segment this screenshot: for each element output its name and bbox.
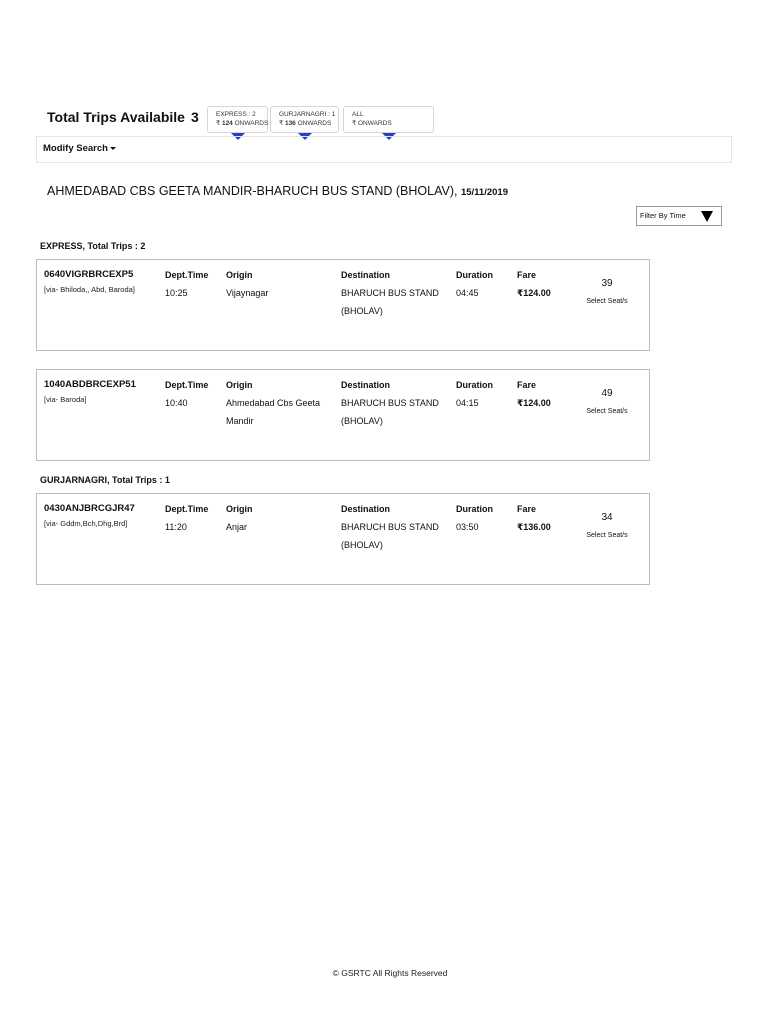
- available-seats: 49: [601, 388, 613, 399]
- group-title-express: EXPRESS, Total Trips : 2: [40, 241, 146, 251]
- dept-time-value: 10:25: [165, 288, 188, 298]
- tab-price-line: [216, 119, 267, 129]
- fare-header: Fare: [517, 380, 537, 390]
- group-title-gurjarnagri: GURJARNAGRI, Total Trips : 1: [40, 475, 170, 485]
- fare-col: [517, 268, 551, 302]
- trip-code-col: [44, 502, 164, 530]
- duration-col: [456, 378, 493, 412]
- trip-card: [36, 493, 650, 585]
- destination-col: [341, 378, 449, 430]
- destination-col: [341, 502, 449, 554]
- footer-copyright: © GSRTC All Rights Reserved: [332, 968, 448, 978]
- trip-card: [36, 369, 650, 461]
- dept-time-col: [165, 378, 208, 412]
- tab-price: 136: [284, 120, 296, 127]
- rupee-icon: ₹: [216, 120, 221, 127]
- select-seat-button[interactable]: [582, 512, 632, 539]
- tab-suffix: ONWARDS: [357, 120, 392, 127]
- tab-all[interactable]: [343, 106, 434, 133]
- tab-suffix: ONWARDS: [234, 120, 269, 127]
- tab-express[interactable]: [207, 106, 268, 133]
- select-seat-label: Select Seat/s: [586, 408, 628, 415]
- origin-value: Anjar: [226, 522, 248, 532]
- available-seats: 34: [601, 512, 613, 523]
- tab-gurjarnagri[interactable]: [270, 106, 339, 133]
- dept-time-header: Dept.Time: [165, 504, 209, 514]
- tab-label: GURJARNAGRI : 1: [279, 111, 336, 118]
- dept-time-value: 10:40: [165, 398, 188, 408]
- origin-header: Origin: [226, 380, 253, 390]
- trip-code: 0640VIGRBRCEXP5: [44, 269, 134, 280]
- tab-price-line: [352, 119, 433, 129]
- total-trips-label: Total Trips Availabile: [47, 109, 185, 125]
- select-seat-button[interactable]: [582, 278, 632, 305]
- tab-price: 124: [221, 120, 233, 127]
- fare-col: [517, 378, 551, 412]
- route-title: [47, 184, 508, 198]
- dept-time-col: [165, 268, 208, 302]
- trip-code-col: [44, 378, 164, 406]
- select-seat-label: Select Seat/s: [586, 298, 628, 305]
- duration-value: 04:45: [456, 288, 479, 298]
- fare-header: Fare: [517, 270, 537, 280]
- origin-col: [226, 502, 334, 536]
- duration-value: 04:15: [456, 398, 479, 408]
- route-date: 15/11/2019: [460, 187, 508, 198]
- destination-col: [341, 268, 449, 320]
- origin-value: Ahmedabad Cbs Geeta Mandir: [226, 398, 321, 426]
- filter-label: Filter By Time: [640, 211, 686, 220]
- duration-header: Duration: [456, 380, 493, 390]
- total-trips-title: [47, 109, 199, 125]
- modify-search-bar: [36, 136, 732, 163]
- origin-header: Origin: [226, 270, 253, 280]
- duration-col: [456, 502, 493, 536]
- trip-code: 1040ABDBRCEXP51: [44, 379, 136, 390]
- dropdown-arrow-icon: [701, 211, 713, 222]
- header-row: [47, 106, 732, 134]
- dept-time-header: Dept.Time: [165, 270, 209, 280]
- total-trips-count: 3: [190, 109, 199, 125]
- trip-code: 0430ANJBRCGJR47: [44, 503, 135, 514]
- trip-code-col: [44, 268, 164, 296]
- modify-search-label: Modify Search: [43, 143, 108, 154]
- rupee-icon: ₹: [279, 120, 284, 127]
- tab-label: ALL: [352, 111, 364, 118]
- filter-by-time-select[interactable]: [636, 206, 722, 226]
- origin-col: [226, 268, 334, 302]
- trip-via: [via- Gddm,Bch,Dhg,Brd]: [44, 519, 128, 528]
- destination-value: BHARUCH BUS STAND (BHOLAV): [341, 522, 439, 550]
- trip-via: [via- Bhiloda,, Abd, Baroda]: [44, 285, 135, 294]
- route-name: AHMEDABAD CBS GEETA MANDIR-BHARUCH BUS STAND (BHOLAV),: [47, 184, 458, 198]
- fare-col: [517, 502, 551, 536]
- select-seat-button[interactable]: [582, 388, 632, 415]
- destination-header: Destination: [341, 380, 391, 390]
- destination-value: BHARUCH BUS STAND (BHOLAV): [341, 288, 439, 316]
- duration-col: [456, 268, 493, 302]
- modify-search-button[interactable]: [43, 143, 116, 154]
- duration-value: 03:50: [456, 522, 479, 532]
- tab-label: EXPRESS : 2: [216, 111, 256, 118]
- fare-value: ₹124.00: [517, 288, 551, 298]
- origin-value: Vijaynagar: [226, 288, 269, 298]
- trip-via: [via- Baroda]: [44, 395, 87, 404]
- origin-col: [226, 378, 334, 430]
- destination-header: Destination: [341, 270, 391, 280]
- fare-value: ₹124.00: [517, 398, 551, 408]
- duration-header: Duration: [456, 504, 493, 514]
- destination-value: BHARUCH BUS STAND (BHOLAV): [341, 398, 439, 426]
- caret-down-icon: [110, 147, 116, 150]
- tab-price-line: [279, 119, 338, 129]
- fare-value: ₹136.00: [517, 522, 551, 532]
- duration-header: Duration: [456, 270, 493, 280]
- rupee-icon: ₹: [352, 120, 357, 127]
- dept-time-col: [165, 502, 208, 536]
- dept-time-value: 11:20: [165, 522, 187, 532]
- trip-card: [36, 259, 650, 351]
- destination-header: Destination: [341, 504, 391, 514]
- available-seats: 39: [601, 278, 613, 289]
- fare-header: Fare: [517, 504, 537, 514]
- tab-suffix: ONWARDS: [297, 120, 332, 127]
- select-seat-label: Select Seat/s: [586, 532, 628, 539]
- dept-time-header: Dept.Time: [165, 380, 209, 390]
- origin-header: Origin: [226, 504, 253, 514]
